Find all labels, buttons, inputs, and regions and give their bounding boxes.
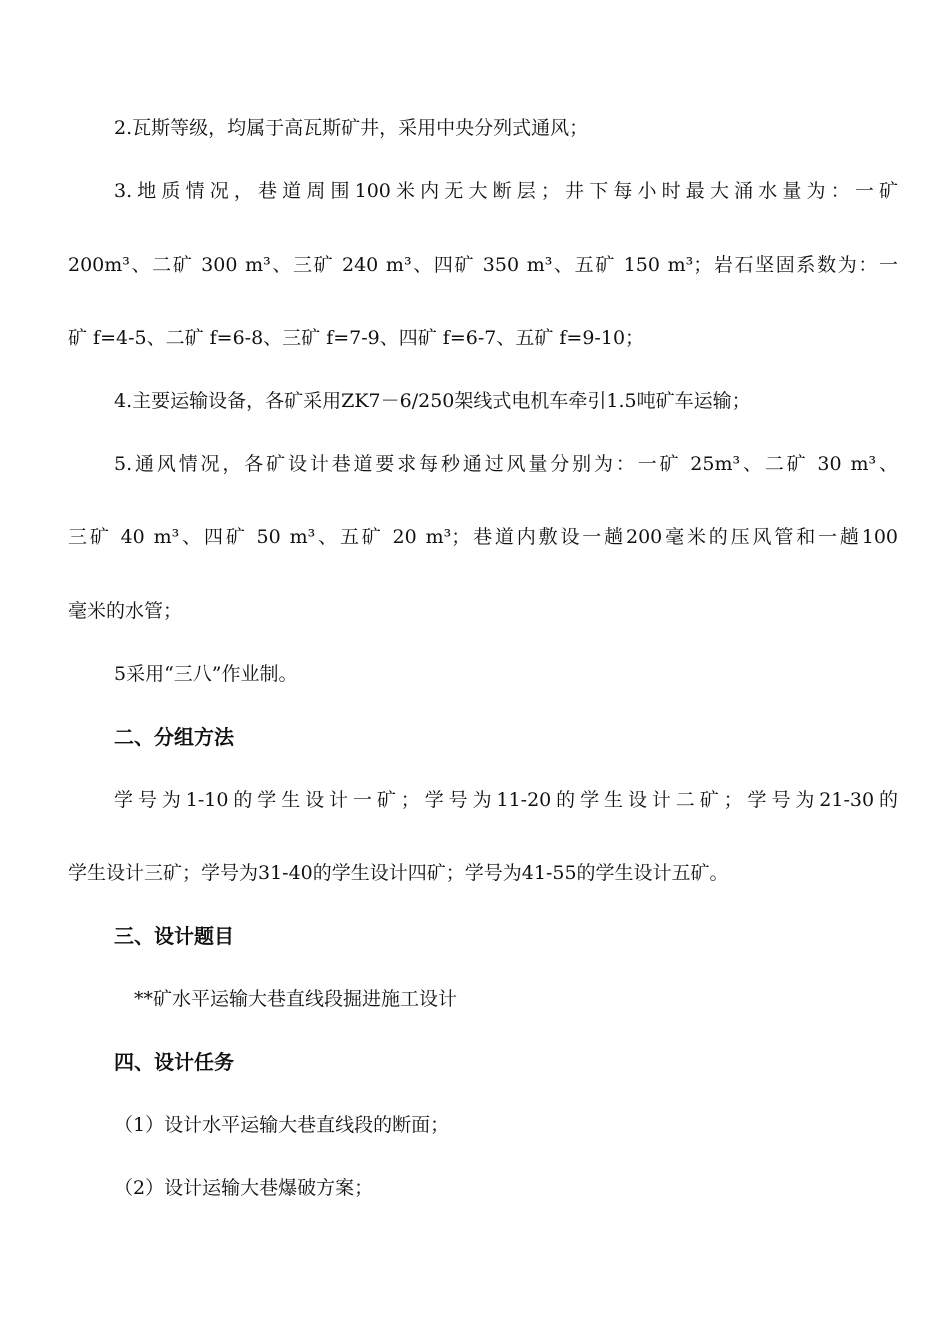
ventilation-paragraph-line-1: 5.通风情况，各矿设计巷道要求每秒通过风量分别为：一矿 25m³、二矿 30 m³、 [114,453,898,475]
geology-paragraph-line-2: 200m³、二矿 300 m³、三矿 240 m³、四矿 350 m³、五矿 150 m³；岩石坚固系数为：一 [68,254,898,276]
ventilation-paragraph-line-3: 毫米的水管； [68,600,183,622]
geology-paragraph-line-3: 矿 f=4-5、二矿 f=6-8、三矿 f=7-9、四矿 f=6-7、五矿 f=9-10； [68,327,645,349]
transport-paragraph: 4.主要运输设备，各矿采用ZK7－6/250架线式电机车牵引1.5吨矿车运输； [114,390,751,412]
geology-paragraph-line-1: 3.地质情况，巷道周围100米内无大断层；井下每小时最大涌水量为：一矿 [114,180,898,202]
grouping-heading: 二、分组方法 [114,725,234,749]
grouping-text-line-1: 学号为1-10的学生设计一矿；学号为11-20的学生设计二矿；学号为21-30的 [114,789,898,811]
topic-text: **矿水平运输大巷直线段掘进施工设计 [134,988,458,1010]
task-item: （2）设计运输大巷爆破方案； [114,1177,374,1199]
shift-system-paragraph: 5采用“三八”作业制。 [114,663,298,685]
topic-heading: 三、设计题目 [114,924,234,948]
grouping-text-line-2: 学生设计三矿；学号为31-40的学生设计四矿；学号为41-55的学生设计五矿。 [68,862,729,884]
tasks-heading: 四、设计任务 [114,1050,234,1074]
ventilation-paragraph-line-2: 三矿 40 m³、四矿 50 m³、五矿 20 m³；巷道内敷设一趟200毫米的压风管和一趟100 [68,526,898,548]
task-item: （1）设计水平运输大巷直线段的断面； [114,1114,450,1136]
gas-level-paragraph: 2.瓦斯等级，均属于高瓦斯矿井，采用中央分列式通风； [114,117,589,139]
